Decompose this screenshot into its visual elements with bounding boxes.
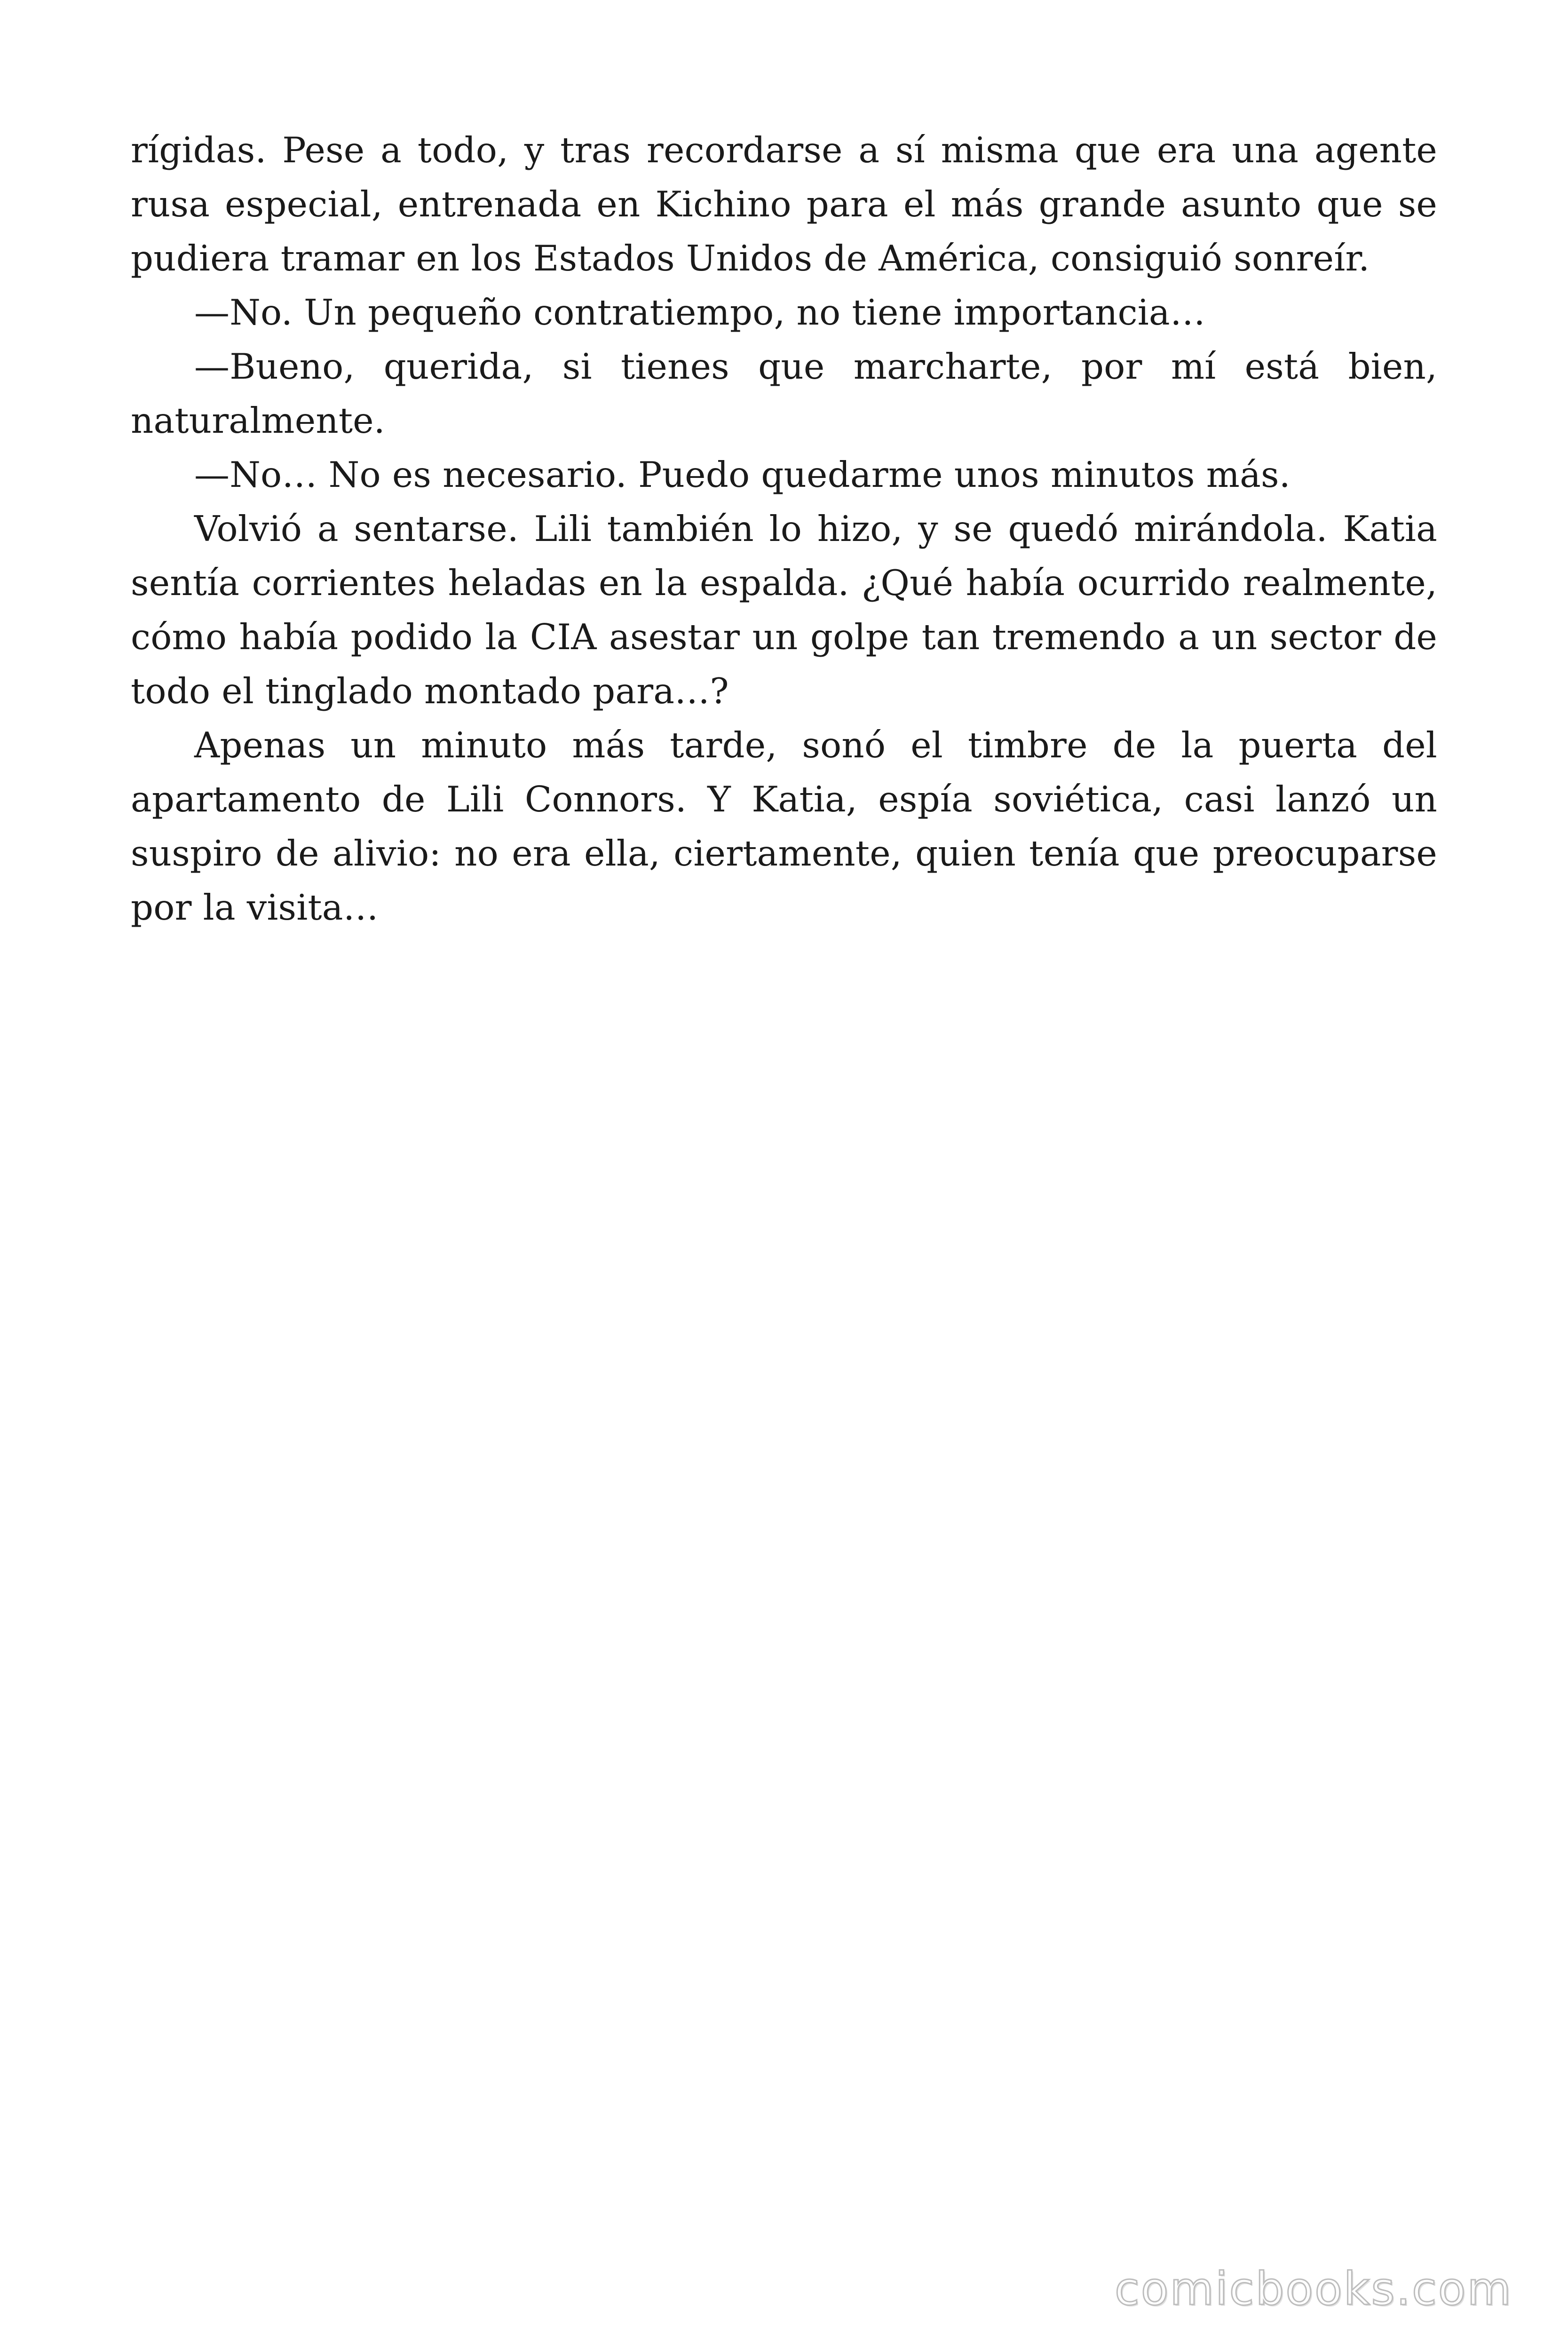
paragraph-continuation: rígidas. Pese a todo, y tras recordarse a sí misma que era una agente rusa especial, entrenada en Kichino para el más grande asunto que se pudiera tramar en los Estados Unidos de América, consiguió sonreír. [131,129,1437,279]
watermark-text: comicbooks.com [1114,2263,1513,2315]
narrative-paragraph: Apenas un minuto más tarde, sonó el timbre de la puerta del apartamento de Lili Connors. Y Katia, espía soviética, casi lanzó un suspiro de alivio: no era ella, ciertamente, quien tenía que preocuparse por la visita… [131,724,1437,928]
dialogue-paragraph: —No. Un pequeño contratiempo, no tiene importancia… [194,292,1206,333]
dialogue-paragraph: —Bueno, querida, si tienes que marcharte, por mí está bien, naturalmente. [131,346,1437,441]
dialogue-paragraph: —No… No es necesario. Puedo quedarme unos minutos más. [194,454,1291,495]
document-body [131,123,1437,935]
narrative-paragraph: Volvió a sentarse. Lili también lo hizo, y se quedó mirándola. Katia sentía corrientes heladas en la espalda. ¿Qué había ocurrido realmente, cómo había podido la CIA asestar un golpe tan tremendo a un sector de todo el tinglado montado para…? [131,508,1437,712]
